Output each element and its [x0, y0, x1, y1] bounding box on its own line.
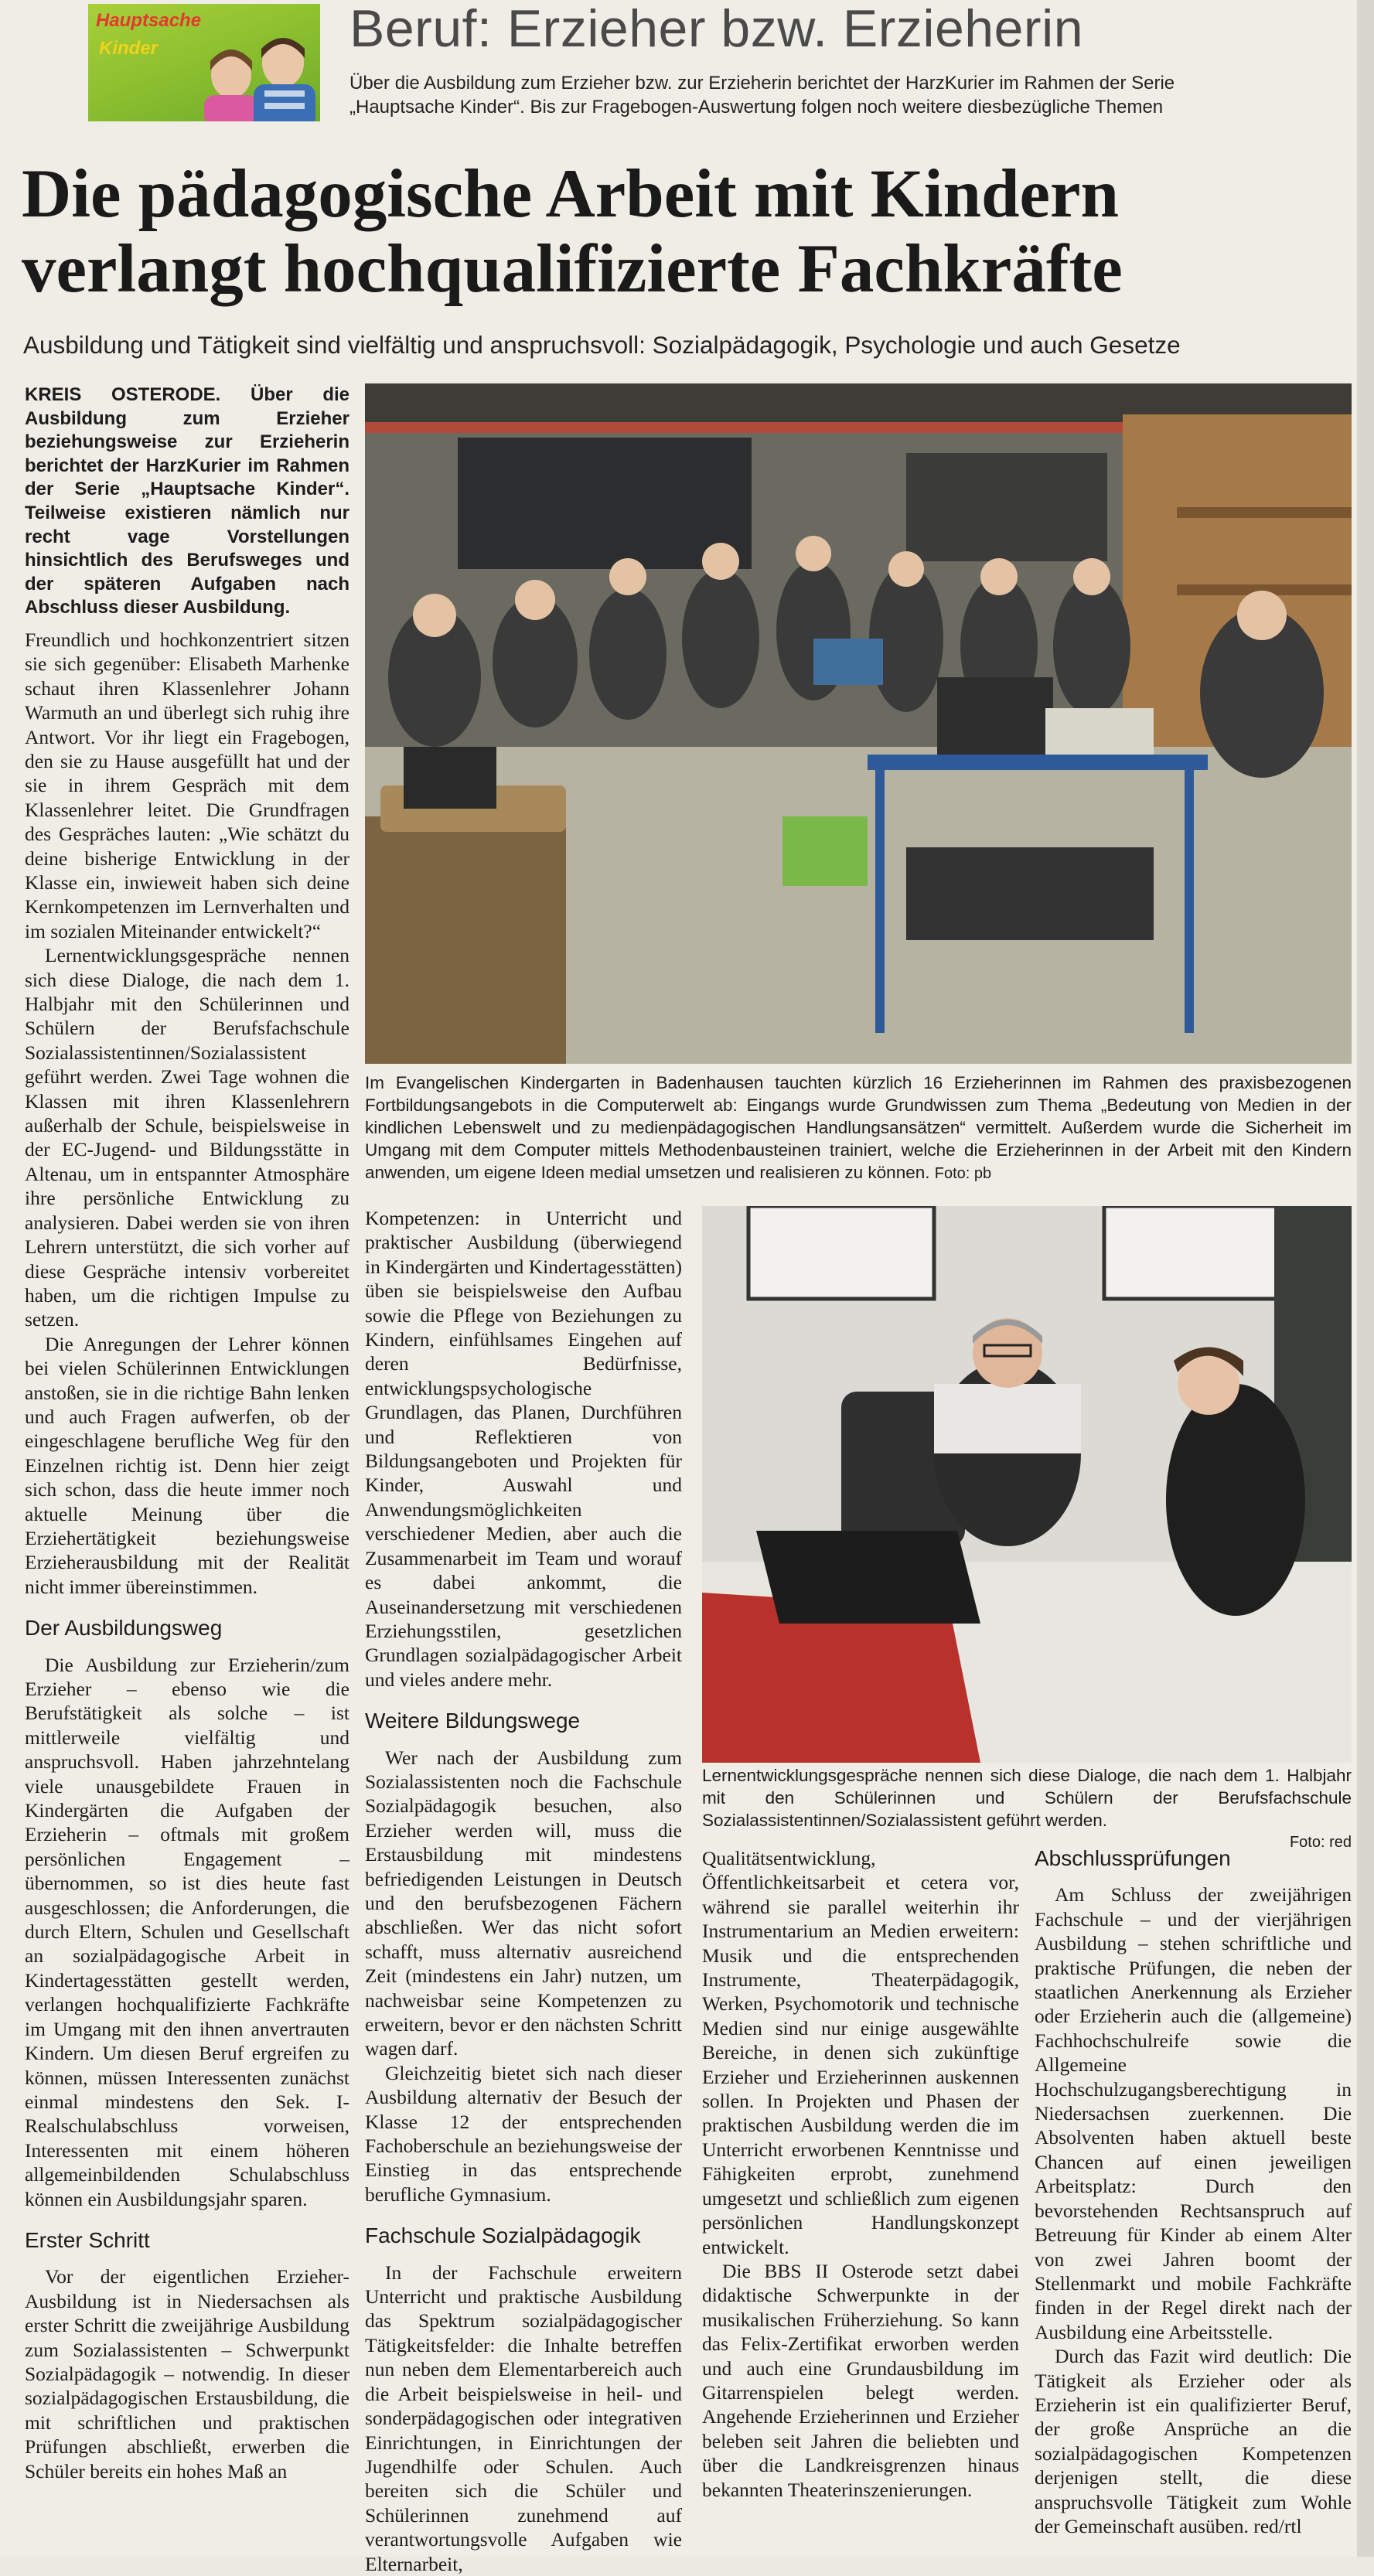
series-logo-text-1: Hauptsache: [96, 10, 202, 31]
col3-paragraph-2: Die BBS II Osterode setzt dabei didaktische Schwerpunkte in der musikalischen Früherziehung. So kann das Felix-Zertifikat erworben werden und auch eine Grundausbildung im Gitarrenspielen belegt werden. Angehende Erzieherinnen und Erzieher beleben seit Jahren die beliebten und über die Landkreisgrenzen hinaus bekannten Theaterinszenierungen.: [702, 2259, 1019, 2501]
col4-paragraph-2: [1035, 2344, 1352, 2538]
col1-paragraph-4: Die Ausbildung zur Erzieherin/zum Erzieher – ebenso wie die Berufstätigkeit als solche – ist mittlerweile vielfältig und anspruchsvoll. Haben jahrzehntelang viele unausgebildete Frauen in Kindergärten die Aufgaben der Erzieherin – oftmals mit großem persönlichen Engagement – übernommen, so ist dies heute fast ausgeschlossen; die Anforderungen, die durch Eltern, Schulen und Gesellschaft an sozialpädagogische Arbeit in Kindertagesstätten gestellt werden, verlangen hochqualifizierte Fachkräfte im Umgang mit den ihnen anvertrauten Kindern. Um diesen Beruf ergreifen zu können, müssen Interessenten zunächst einmal mindestens den Sek. I-Realschulabschluss vorweisen, Interessenten mit einem höheren allgemeinbildenden Schulabschluss können ein Ausbildungsjahr sparen.: [25, 1653, 349, 2210]
subhead-ausbildungsweg: Der Ausbildungsweg: [25, 1616, 223, 1641]
photo1-credit: Foto: pb: [934, 1165, 992, 1182]
lead-paragraph: [25, 383, 349, 620]
author-signature: red/rtl: [1253, 2514, 1302, 2537]
lead-text: Über die Ausbildung zum Erzieher beziehungsweise zur Erzieherin berichtet der HarzKurier im Rahmen der Serie „Hauptsache Kinder“. Teilweise existieren nämlich nur recht vage Vorstellungen hinsichtlich des Berufsweges und der späteren Aufgaben nach Abschluss dieser Ausbildung.: [25, 384, 349, 618]
col1-paragraph-3: Die Anregungen der Lehrer können bei vielen Schülerinnen Entwicklungen anstoßen, sie in die richtige Bahn lenken und auch Fragen aufwerfen, ob der eingeschlagene berufliche Weg für den Einzelnen richtig ist. Denn hier zeigt sich schon, dass die heute immer noch aktuelle Meinung über die Erziehertätigkeit beziehungsweise Erzieherausbildung mit der Realität nicht immer übereinstimmen.: [25, 1332, 349, 1598]
headline-line-2: verlangt hochqualifizierte Fachkräfte: [22, 231, 1123, 307]
photo2-credit: Foto: red: [1289, 1834, 1352, 1851]
paper-shadow-right: [1357, 0, 1374, 2557]
photo1-caption: [365, 1072, 1352, 1185]
col2-paragraph-1: Kompetenzen: in Unterricht und praktischer Ausbildung (überwiegend in Kindergärten und Kindertagesstätten) üben sie beispielsweise den Aufbau sowie die Pflege von Beziehungen zu Kindern, einfühlsames Eingehen auf deren Bedürfnisse, entwicklungspsychologische Grundlagen, das Planen, Durchführen und Reflektieren von Bildungsangeboten und Projekten für Kinder, Auswahl und Anwendungsmöglichkeiten verschiedener Medien, aber auch die Zusammenarbeit im Team und worauf es dabei ankommt, die Auseinandersetzung mit verschiedenen Erziehungsstilen, gesetzlichen Grundlagen sozialpädagogischer Arbeit und vieles andere mehr.: [365, 1207, 682, 1691]
col1-paragraph-2: Lernentwicklungsgespräche nennen sich diese Dialoge, die nach dem 1. Halbjahr mit den Schülerinnen und Schülern der Berufsfachschule Sozialassistentinnen/Sozialassistent geführt werden. Zwei Tage wohnen die Klassen mit ihren Klassenlehrern außerhalb der Schule, beispielsweise in der EC-Jugend- und Bildungsstätte in Altenau, um in entspannter Atmosphäre ihre persönliche Entwicklung zu analysieren. Dabei werden sie von ihren Lehrern unterstützt, die sich vorher auf diese Gespräche intensiv vorbereitet haben, um die richtigen Impulse zu setzen.: [25, 944, 349, 1331]
children-photo-icon: [88, 4, 320, 121]
subhead-weitere-bildungswege: Weitere Bildungswege: [365, 1709, 581, 1733]
col2-paragraph-4: In der Fachschule erweitern Unterricht und praktische Ausbildung das Spektrum sozialpädagogischer Tätigkeitsfelder: die Inhalte betreffen nun neben dem Elementarbereich auch die Arbeit beispielsweise in heil- und sonderpädagogischen oder integrativen Einrichtungen, in Einrichtungen der Jugendhilfe oder Schulen. Auch bereiten sich die Schüler und Schülerinnen zunehmend auf verantwortungsvolle Aufgaben wie Elternarbeit,: [365, 2261, 682, 2575]
col3-paragraph-1: Qualitätsentwicklung, Öffentlichkeitsarbeit et cetera vor, während sie parallel weiterhin ihr Instrumentarium an Medien erweitern: Musik und die entsprechenden Instrumente, Theaterpädagogik, Werken, Psychomotorik und technische Medien sind nur einige ausgewählte Bereiche, in denen sich zukünftige Erzieher und Erzieherinnen auskennen sollen. In Projekten und Phasen der praktischen Ausbildung werden die im Unterricht erworbenen Kenntnisse und Fähigkeiten erprobt, zunehmend umgesetzt und schließlich zum eigenen persönlichen Handlungskonzept entwickelt.: [702, 1847, 1019, 2258]
series-logo: [88, 4, 320, 121]
intro-text: Über die Ausbildung zum Erzieher bzw. zur Erzieherin berichtet der HarzKurier im Rahmen der Serie „Hauptsache Kinder“. Bis zur Fragebogen-Auswertung folgen noch weitere diesbezügliche Themen: [349, 73, 1175, 118]
subhead-erster-schritt: Erster Schritt: [25, 2227, 150, 2252]
column-3: [702, 1846, 1019, 2502]
column-1: [25, 383, 349, 2483]
kicker-title: Beruf: Erzieher bzw. Erzieherin: [349, 0, 1084, 58]
dateline: KREIS OSTERODE.: [25, 384, 221, 405]
photo1-caption-text: Im Evangelischen Kindergarten in Badenhausen tauchten kürzlich 16 Erzieherinnen im Rahmen des praxisbezogenen Fortbildungsangebots in die Computerwelt ab: Eingangs wurde Grundwissen zum Thema „Bedeutung von Medien in der kindlichen Lebenswelt und zu medienpädagogischen Handlungsansätzen“ vermittelt. Außerdem wurde die Sicherheit im Umgang mit dem Computer mittels Methodenbausteinen trainiert, welche die Erzieherinnen in der Arbeit mit den Kindern anwenden, um eigene Ideen medial umsetzen und realisieren zu können.: [365, 1073, 1352, 1182]
subhead-abschlusspruefungen: Abschlussprüfungen: [1035, 1846, 1231, 1870]
headline-line-1: Die pädagogische Arbeit mit Kindern: [22, 156, 1120, 232]
photo-group-educators: [365, 383, 1352, 1064]
col1-paragraph-1: Freundlich und hochkonzentriert sitzen sie sich gegenüber: Elisabeth Marhenke schaut ihren Klassenlehrer Johann Warmuth an und überlegt sich ruhig ihre Antwort. Vor ihr liegt ein Fragebogen, den sie zu Hause ausgefüllt hat und der sie in ihrem Gespräch mit dem Klassenlehrer leitet. Die Grundfragen des Gespräches lauten: „Wie schätzt du deine bisherige Entwicklung in der Klasse ein, inwieweit haben sich deine Kernkompetenzen im Lernverhalten und im sozialen Miteinander entwickelt?“: [25, 628, 349, 942]
series-logo-text-2: Kinder: [99, 38, 159, 59]
column-4: [1035, 1846, 1352, 2538]
photo-teacher-student: [702, 1206, 1352, 1763]
subhead-fachschule: Fachschule Sozialpädagogik: [365, 2223, 641, 2248]
subheadline: Ausbildung und Tätigkeit sind vielfältig und anspruchsvoll: Sozialpädagogik, Psychologie und auch Gesetze: [23, 331, 1181, 359]
col1-paragraph-5: Vor der eigentlichen Erzieher-Ausbildung ist in Niedersachsen als erster Schritt die zweijährige Ausbildung zum Sozialassistenten – Schwerpunkt Sozialpädagogik – notwendig. In dieser sozialpädagogischen Erstausbildung, die mit schriftlichen und praktischen Prüfungen abschließt, erwerben die Schüler bereits ein hohes Maß an: [25, 2265, 349, 2482]
photo2-caption-text: Lernentwicklungsgespräche nennen sich diese Dialoge, die nach dem 1. Halbjahr mit den Schülerinnen und Schülern der Berufsfachschule Sozialassistentinnen/Sozialassistent geführt werden.: [702, 1766, 1352, 1830]
col2-paragraph-2: Wer nach der Ausbildung zum Sozialassistenten noch die Fachschule Sozialpädagogik besuchen, also Erzieher werden will, muss die Erstausbildung mit mindestens befriedigenden Leistungen in Deutsch und den berufsbezogenen Fächern abschließen. Wer das nicht sofort schafft, muss alternativ ausreichend Zeit (mindestens ein Jahr) nutzen, um nachweisbar seine Kompetenzen zu erweitern, bevor er den nächsten Schritt wagen darf.: [365, 1746, 682, 2060]
column-2: [365, 1206, 682, 2576]
photo2-caption: [702, 1764, 1352, 1854]
col4-paragraph-1: Am Schluss der zweijährigen Fachschule – und der vierjährigen Ausbildung – stehen schriftliche und praktische Prüfungen, die neben der staatlichen Anerkennung als Erzieher oder Erzieherin auch die (allgemeine) Fachhochschulreife sowie die Allgemeine Hochschulzugangsberechtigung in Niedersachsen zuerkennen. Die Absolventen haben aktuell beste Chancen auf einen jeweiligen Arbeitsplatz: Durch den bevorstehenden Rechtsanspruch auf Betreuung für Kinder ab einem Alter von zwei Jahren boomt der Stellenmarkt und mobile Fachkräfte finden in der Regel direkt nach der Ausbildung eine Arbeitsstelle.: [1035, 1883, 1352, 2343]
col4-paragraph-2-text: Durch das Fazit wird deutlich: Die Tätigkeit als Erzieher oder als Erzieherin ist ein qualifizierter Beruf, der große Ansprüche an die sozialpädagogischen Kompetenzen derjenigen stellt, die diese anspruchsvolle Tätigkeit zum Wohle der Gemeinschaft ausüben.: [1035, 2345, 1352, 2537]
col2-paragraph-3: Gleichzeitig bietet sich nach dieser Ausbildung alternativ der Besuch der Klasse 12 der entsprechenden Fachoberschule an beziehungsweise der Einstieg in das entsprechende berufliche Gymnasium.: [365, 2061, 682, 2206]
